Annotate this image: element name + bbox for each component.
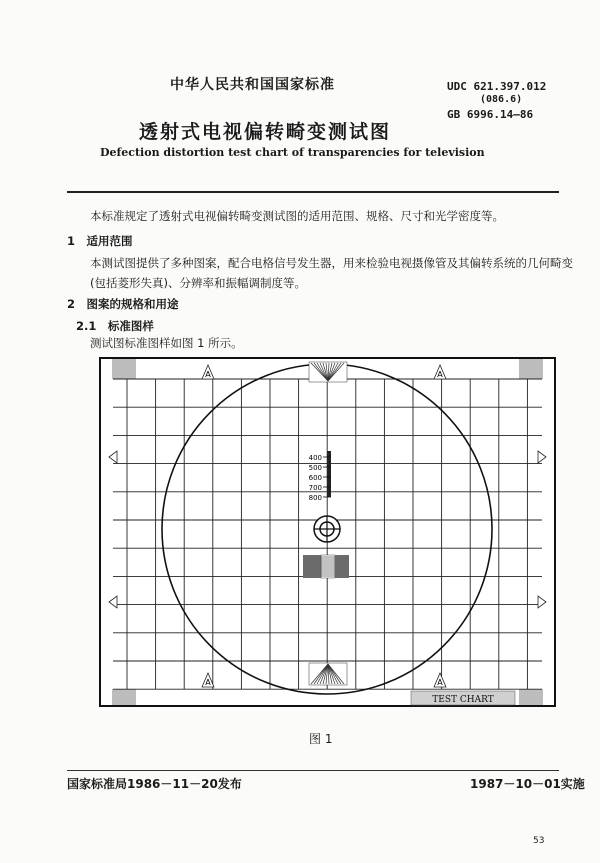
section-1-heading: 1 适用范围 [67, 234, 133, 248]
gray-wedge-bar [327, 451, 331, 497]
title-english: Defection distortion test chart of transparencies for television [100, 146, 485, 159]
intro-paragraph: 本标准规定了透射式电视偏转畸变测试图的适用范围、规格、尺寸和光学密度等。 [90, 209, 504, 223]
gb-number: GB 6996.14—86 [447, 108, 534, 121]
issue-date: 国家标准局1986－11－20发布 [67, 777, 242, 791]
section-2-1-heading: 2.1 标准图样 [76, 319, 154, 333]
figure-caption: 图 1 [309, 732, 333, 746]
wedge-label: 800 [308, 494, 322, 502]
gray-patch-left [303, 555, 321, 578]
corner-mark-bl: A [205, 678, 211, 687]
hatch-lines [322, 556, 334, 577]
corner-mark-br: A [437, 678, 443, 687]
section-2-1-text: 测试图标准图样如图 1 所示。 [90, 336, 243, 350]
effective-date: 1987－10－01实施 [470, 777, 585, 791]
test-chart-figure [99, 357, 556, 707]
corner-mark-tl: A [205, 370, 211, 379]
header-divider [67, 191, 559, 193]
section-1-line-2: (包括菱形失真)、分辨率和振幅调制度等。 [90, 276, 306, 290]
page-number: 53 [533, 836, 545, 846]
section-2-heading: 2 图案的规格和用途 [67, 297, 179, 311]
wedge-label: 500 [308, 464, 322, 472]
udc-subcode: (086.6) [480, 94, 523, 105]
wedge-label: 400 [308, 454, 322, 462]
footer-divider [67, 770, 559, 771]
corner-mark-tr: A [437, 370, 443, 379]
center-target-icon [314, 516, 340, 542]
standard-org: 中华人民共和国国家标准 [170, 77, 335, 93]
gray-patch-right [335, 555, 349, 578]
wedge-label: 700 [308, 484, 322, 492]
section-1-line-1: 本测试图提供了多种图案，配合电格信号发生器，用来检验电视摄像管及其偏转系统的几何畸变 [90, 256, 573, 270]
wedge-label: 600 [308, 474, 322, 482]
test-chart-stamp: TEST CHART [432, 695, 494, 705]
title-chinese: 透射式电视偏转畸变测试图 [139, 121, 392, 143]
udc-code: UDC 621.397.012 [447, 80, 547, 93]
